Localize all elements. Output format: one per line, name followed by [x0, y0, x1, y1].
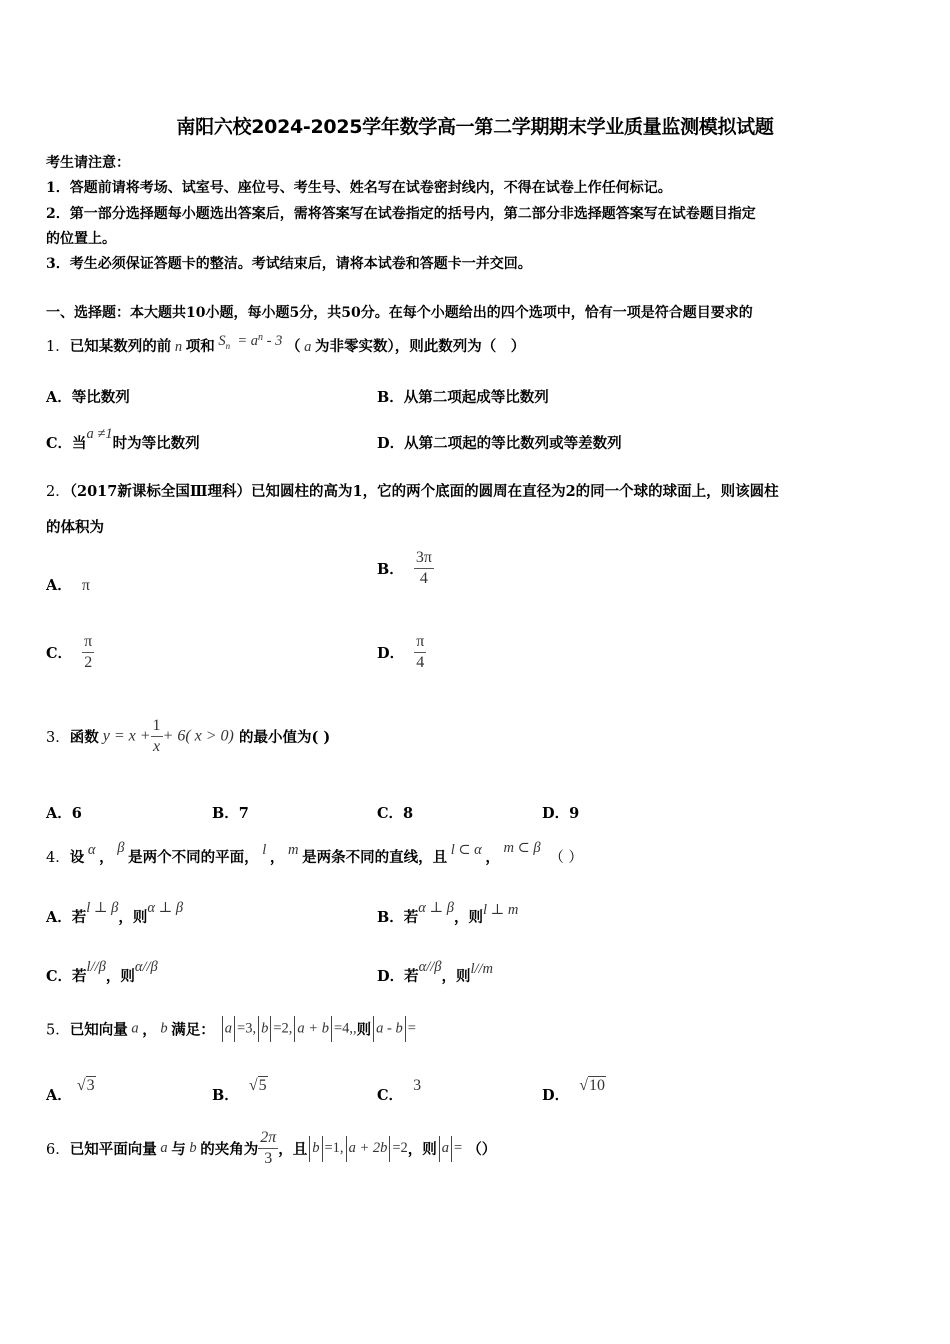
- page-title: 南阳六校2024-2025学年数学高一第二学期期末学业质量监测模拟试题: [176, 116, 774, 138]
- notice-heading: 考生请注意：: [46, 155, 130, 171]
- q4-option-c: C．若l//β，则α//β: [46, 959, 158, 985]
- q2-option-c: C． $\frac{\pi}{2}$: [46, 633, 93, 671]
- q2-option-a: A． π: [46, 577, 90, 594]
- q2-option-b: B． $\frac{3\pi}{4}$: [377, 549, 432, 587]
- q3-option-c: C．8: [377, 805, 414, 822]
- question-2: 2．（2017新课标全国Ⅲ理科）已知圆柱的高为1，它的两个底面的圆周在直径为2的同一个球的球面上，则该圆柱: [46, 483, 779, 500]
- q3-option-b: B．7: [212, 805, 249, 822]
- q1-option-a: A．等比数列: [46, 389, 130, 406]
- notice-item-3: 3．考生必须保证答题卡的整洁。考试结束后，请将本试卷和答题卡一并交回。: [46, 256, 532, 272]
- question-5: 5．已知向量 a ， b 满足： a =3, b =2, a + b =4,,则 a - b =: [46, 1016, 416, 1042]
- notice-item-1: 1．答题前请将考场、试室号、座位号、考生号、姓名写在试卷密封线内，不得在试卷上作任何标记。: [46, 180, 672, 196]
- q2-option-d: D． $\frac{\pi}{4}$: [377, 633, 425, 671]
- question-3: 3．函数 y = x + $\frac{1}{x}$ + 6( x > 0) 的最小值为( ): [46, 717, 331, 755]
- q1-option-d: D．从第二项起的等比数列或等差数列: [377, 435, 622, 452]
- q4-option-a: A．若l ⊥ β，则α ⊥ β: [46, 900, 184, 926]
- q4-option-b: B．若α ⊥ β，则l ⊥ m: [377, 900, 519, 926]
- q5-option-a: A． √3: [46, 1077, 95, 1104]
- q4-option-d: D．若α//β，则l//m: [377, 959, 494, 985]
- question-1: 1．已知某数列的前 n 项和 $S_n = a^n - 3$ （ a 为非零实数），则此数列为（ ）: [46, 332, 526, 355]
- question-6: 6．已知平面向量 a 与 b 的夹角为 $\frac{2\pi}{3}$ ，且 b =1, a + 2b =2，则 a = （）: [46, 1129, 497, 1167]
- section-heading: 一、选择题：本大题共10小题，每小题5分，共50分。在每个小题给出的四个选项中，恰有一项是符合题目要求的: [46, 305, 753, 321]
- q1-option-b: B．从第二项起成等比数列: [377, 389, 549, 406]
- q1-option-c: C．当a ≠1时为等比数列: [46, 426, 200, 452]
- q5-option-b: B． √5: [212, 1077, 267, 1104]
- q3-option-a: A．6: [46, 805, 82, 822]
- notice-item-2-cont: 的位置上。: [46, 231, 116, 247]
- q3-option-d: D．9: [542, 805, 580, 822]
- q5-option-c: C． 3: [377, 1077, 422, 1104]
- question-2-cont: 的体积为: [46, 519, 104, 536]
- notice-item-2: 2．第一部分选择题每小题选出答案后，需将答案写在试卷指定的括号内，第二部分非选择题答案写在试卷题目指定: [46, 206, 756, 222]
- question-4: 4．设 α ， β 是两个不同的平面， l ， m 是两条不同的直线，且 l ⊂ α ， m ⊂ β （ ）: [46, 840, 583, 866]
- q5-option-d: D． √10: [542, 1077, 605, 1104]
